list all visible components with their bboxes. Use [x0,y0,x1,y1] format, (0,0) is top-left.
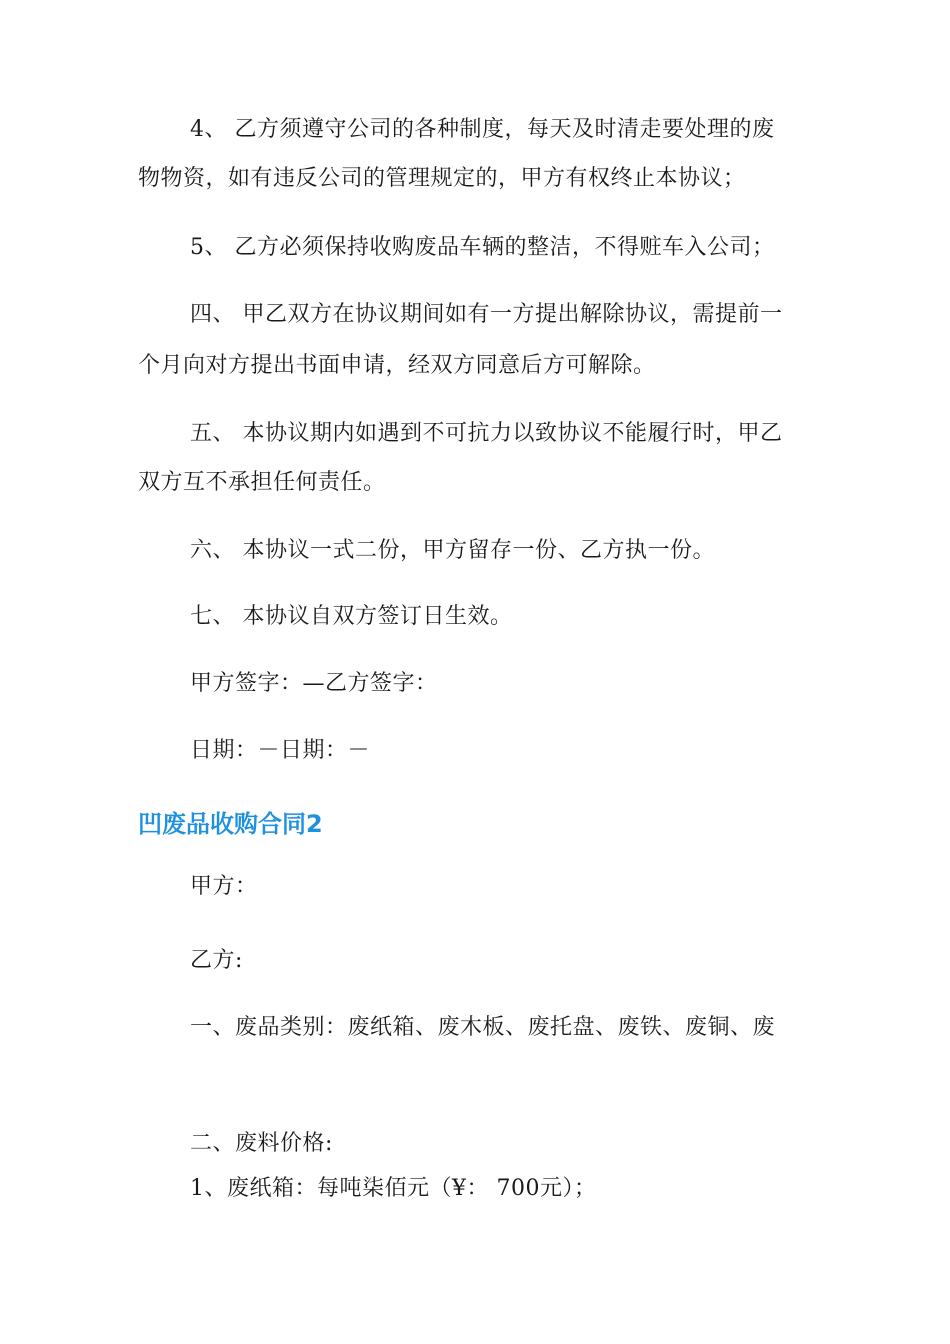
clause-5-line-2: 双方互不承担任何责任。 [138,470,386,495]
clause-5-line-1: 五、 本协议期内如遇到不可抗力以致协议不能履行时，甲乙 [190,421,783,446]
date-line: 日期：－日期：－ [190,738,371,763]
price-item-1: 1、废纸箱：每吨柒佰元（¥： 700元）； [190,1176,597,1201]
item-5: 5、 乙方必须保持收购废品车辆的整洁，不得赃车入公司； [190,235,775,260]
item-4-line-1: 4、 乙方须遵守公司的各种制度，每天及时清走要处理的废 [190,117,775,142]
signature-line: 甲方签字：—乙方签字： [190,671,438,696]
clause-7: 七、 本协议自双方签订日生效。 [190,604,513,629]
section-title: 凹废品收购合同2 [138,810,323,838]
party-b-label: 乙方: [190,948,243,973]
clause-6: 六、 本协议一式二份，甲方留存一份、乙方执一份。 [190,538,715,563]
clause-4-line-1: 四、 甲乙双方在协议期间如有一方提出解除协议，需提前一 [190,302,783,327]
price-heading: 二、废料价格: [190,1131,333,1156]
party-a-label: 甲方： [190,874,258,899]
clause-4-line-2: 个月向对方提出书面申请，经双方同意后方可解除。 [138,353,656,378]
item-4-line-2: 物物资，如有违反公司的管理规定的，甲方有权终止本协议； [138,166,746,191]
waste-categories: 一、废品类别：废纸箱、废木板、废托盘、废铁、废铜、废 [190,1015,776,1040]
